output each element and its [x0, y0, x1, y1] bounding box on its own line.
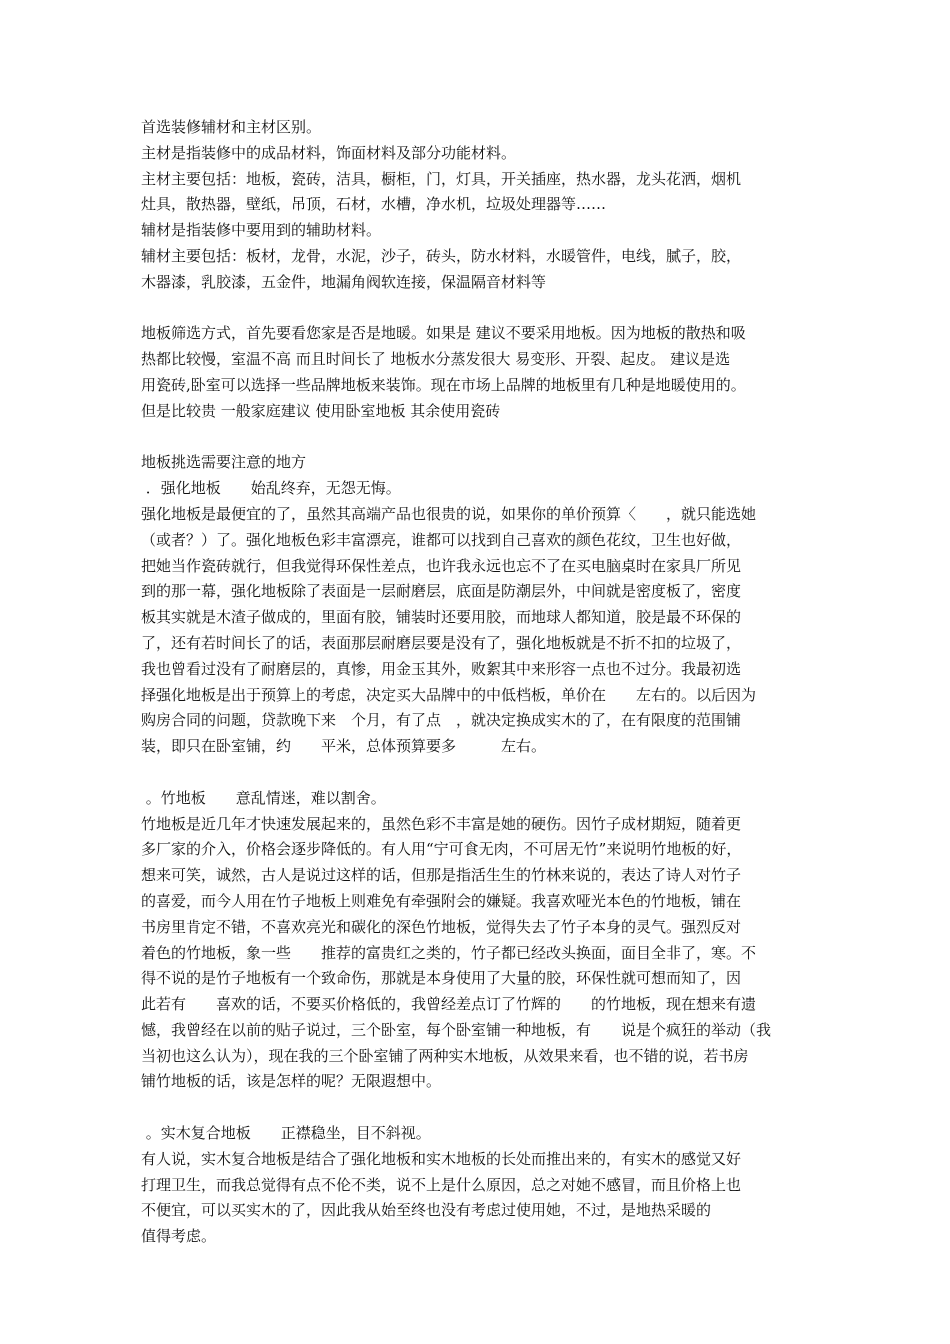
text-line: 当初也这么认为），现在我的三个卧室铺了两种实木地板，从效果来看，也不错的说，若书房	[141, 1046, 749, 1065]
text-line: 把她当作瓷砖就行，但我觉得环保性差点，也许我永远也忘不了在买电脑桌时在家具厂所见	[141, 556, 742, 575]
text-line: 择强化地板是出于预算上的考虑，决定买大品牌中的中低档板，单价在 左右的。以后因为	[141, 685, 757, 704]
text-line: （或者？）了。强化地板色彩丰富漂亮，谁都可以找到自己喜欢的颜色花纹，卫生也好做，	[141, 530, 742, 549]
text-line: 到的那一幕，强化地板除了表面是一层耐磨层，底面是防潮层外，中间就是密度板了，密度	[141, 582, 742, 601]
text-line: 多厂家的介入，价格会逐步降低的。有人用“宁可食无肉，不可居无竹”来说明竹地板的好，	[141, 840, 742, 859]
blank-line	[141, 1095, 821, 1121]
text-line: 主材是指装修中的成品材料，饰面材料及部分功能材料。	[141, 143, 517, 162]
text-line: 竹地板是近几年才快速发展起来的，虽然色彩不丰富是她的硬伤。因竹子成材期短，随着更	[141, 814, 742, 833]
text-line: 。实木复合地板 正襟稳坐，目不斜视。	[141, 1124, 431, 1143]
text-line: 装，即只在卧室铺，约 平米，总体预算要多 左右。	[141, 737, 547, 756]
text-line: 强化地板是最便宜的了，虽然其高端产品也很贵的说，如果你的单价预算〈 ，就只能选她	[141, 504, 757, 523]
document-body	[141, 115, 821, 1250]
text-line: 得不说的是竹子地板有一个致命伤，那就是本身使用了大量的胶，环保性就可想而知了，因	[141, 969, 742, 988]
text-line: 辅材是指装修中要用到的辅助材料。	[141, 221, 382, 240]
text-line: 的喜爱，而今人用在竹子地板上则难免有牵强附会的嫌疑。我喜欢哑光本色的竹地板，铺在	[141, 891, 742, 910]
text-line: 但是比较贵 一般家庭建议 使用卧室地板 其余使用瓷砖	[141, 401, 501, 420]
text-line: 憾，我曾经在以前的贴子说过，三个卧室，每个卧室铺一种地板，有 说是个疯狂的举动（我	[141, 1020, 772, 1039]
text-line: 打理卫生，而我总觉得有点不伦不类，说不上是什么原因，总之对她不感冒，而且价格上也	[141, 1175, 742, 1194]
text-line: 铺竹地板的话，该是怎样的呢？无限遐想中。	[141, 1072, 442, 1091]
blank-line	[141, 760, 821, 786]
text-line: 辅材主要包括：板材，龙骨，水泥，沙子，砖头，防水材料，水暖管件，电线，腻子，胶，	[141, 246, 742, 265]
text-line: 木器漆，乳胶漆，五金件，地漏角阀软连接，保温隔音材料等	[141, 272, 547, 291]
text-line: 板其实就是木渣子做成的，里面有胶，铺装时还要用胶，而地球人都知道，胶是最不环保的	[141, 608, 742, 627]
text-line: ．强化地板 始乱终弃，无怨无悔。	[141, 479, 401, 498]
text-line: 着色的竹地板，象一些 推荐的富贵红之类的，竹子都已经改头换面，面目全非了，寒。不	[141, 943, 757, 962]
text-line: 想来可笑，诚然，古人是说过这样的话，但那是指活生生的竹林来说的，表达了诗人对竹子	[141, 866, 742, 885]
text-line: 地板挑选需要注意的地方	[141, 453, 307, 472]
blank-line	[141, 296, 821, 322]
text-line: 此若有 喜欢的话，不要买价格低的，我曾经差点订了竹辉的 的竹地板，现在想来有遗	[141, 995, 757, 1014]
text-line: 值得考虑。	[141, 1227, 217, 1246]
text-line: 了，还有若时间长了的话，表面那层耐磨层要是没有了，强化地板就是不折不扣的垃圾了，	[141, 633, 742, 652]
text-line: 首选装修辅材和主材区别。	[141, 118, 322, 136]
text-line: 地板筛选方式，首先要看您家是否是地暖。如果是 建议不要采用地板。因为地板的散热和吸	[141, 324, 746, 343]
text-line: 书房里肯定不错，不喜欢亮光和碳化的深色竹地板，觉得失去了竹子本身的灵气。强烈反对	[141, 917, 742, 936]
blank-line	[141, 425, 821, 451]
text-line: 。竹地板 意乱情迷，难以割舍。	[141, 788, 386, 807]
text-line: 灶具，散热器，壁纸，吊顶，石材，水槽，净水机，垃圾处理器等……	[141, 195, 607, 214]
text-line: 热都比较慢，室温不高 而且时间长了 地板水分蒸发很大 易变形、开裂、起皮。 建议是选	[141, 350, 731, 369]
text-line: 有人说，实木复合地板是结合了强化地板和实木地板的长处而推出来的，有实木的感觉又好	[141, 1149, 742, 1168]
text-line: 不便宜，可以买实木的了，因此我从始至终也没有考虑过使用她，不过，是地热采暖的	[141, 1201, 712, 1220]
text-line: 购房合同的问题，贷款晚下来 个月，有了点 ，就决定换成实木的了，在有限度的范围铺	[141, 711, 742, 730]
text-line: 用瓷砖,卧室可以选择一些品牌地板来装饰。现在市场上品牌的地板里有几种是地暖使用的。	[141, 375, 746, 394]
text-line: 主材主要包括：地板，瓷砖，洁具，橱柜，门，灯具，开关插座，热水器，龙头花洒，烟机	[141, 169, 742, 188]
text-line: 我也曾看过没有了耐磨层的，真惨，用金玉其外，败絮其中来形容一点也不过分。我最初选	[141, 659, 742, 678]
